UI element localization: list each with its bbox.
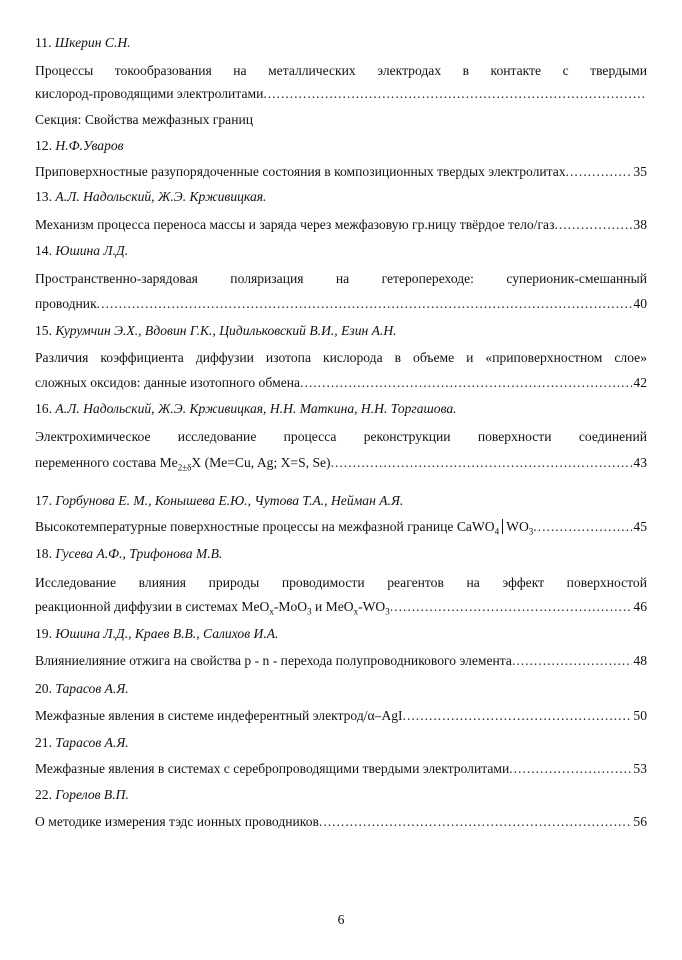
entry-author: А.Л. Надольский, Ж.Э. Крживицкая. [55,189,267,204]
page-number: 6 [337,912,345,927]
entry-22-author-line [35,786,647,804]
entry-20-author-line [35,680,647,698]
subscript: x [353,606,359,616]
entry-16-title-line-2 [35,454,647,472]
entry-19-author-line [35,625,647,643]
interface-bar [502,519,503,534]
leader-dots [566,163,633,181]
subscript: 3 [307,606,312,616]
page-ref: 42 [633,375,647,390]
entry-22-title-line [35,813,647,831]
entry-number: 11. [35,35,52,50]
entry-21-author-line [35,734,647,752]
subscript: 3 [385,606,390,616]
entry-number: 17. [35,493,52,508]
page-ref: 45 [633,519,647,534]
entry-12-author-line [35,137,647,155]
leader-dots [263,85,647,103]
entry-title: проводник [35,296,97,311]
entry-title: Приповерхностные разупорядоченные состояния в композиционных твердых электролитах [35,164,566,179]
entry-author: Юшина Л.Д., Краев В.В., Салихов И.А. [55,626,279,641]
subscript: 3 [528,526,534,536]
leader-dots [97,295,633,313]
entry-title [35,518,533,536]
entry-18-title-line-1: Исследование влияния природы проводимости реагентов на эффект поверхностой [35,575,647,590]
entry-title: Межфазные явления в системе индеферентный электрод/α–AgI [35,708,403,723]
page-ref: 43 [633,455,647,470]
subscript: x [269,606,274,616]
entry-13-author-line [35,188,647,206]
title-part: X (Me=Cu, Ag; X=S, Se) [191,455,331,470]
entry-author: Тарасов А.Я. [55,735,129,750]
entry-title: Влияниелияние отжига на свойства p - n - перехода полупроводникового элемента [35,653,512,668]
entry-author: Горелов В.П. [55,787,129,802]
entry-number: 12. [35,138,52,153]
page-ref: 56 [633,814,647,829]
entry-14-title-line-1: Пространственно-зарядовая поляризация на гетеропереходе: суперионик-смешанный [35,271,647,286]
entry-18-title-line-2 [35,598,647,616]
leader-dots [319,813,632,831]
entry-title: Механизм процесса переноса массы и заряда через межфазовую гр.ницу твёрдое тело/газ [35,217,555,232]
title-part: WO [506,519,529,534]
entry-15-title-line-1: Различия коэффициента диффузии изотопа кислорода в объеме и «приповерхностном слое» [35,350,647,365]
title-part: реакционной диффузии в системах MeO [35,599,270,614]
entry-author: Курумчин Э.Х., Вдовин Г.К., Цидильковский В.И., Езин А.Н. [55,323,397,338]
title-part: -WO [358,599,386,614]
entry-title: кислород-проводящими электролитами [35,86,264,101]
entry-11-title-line-1: Процессы токообразования на металлических электродах в контакте с твердыми [35,63,647,78]
page-ref: 46 [633,599,647,614]
entry-author: Н.Ф.Уваров [55,138,124,153]
section-heading: Секция: Свойства межфазных границ [35,112,254,127]
entry-20-title-line [35,707,647,725]
entry-author: А.Л. Надольский, Ж.Э. Крживицкая, Н.Н. Маткина, Н.Н. Торгашова. [55,401,457,416]
leader-dots [512,652,632,670]
entry-number: 21. [35,735,52,750]
title-part: и MeO [311,599,354,614]
entry-author: Юшина Л.Д. [55,243,129,258]
leader-dots [390,598,633,616]
entry-title [35,454,331,472]
entry-number: 20. [35,681,52,696]
entry-21-title-line [35,760,647,778]
entry-title: О методике измерения тэдс ионных проводников [35,814,319,829]
page-ref: 48 [633,653,647,668]
subscript: 4 [494,526,500,536]
page-ref: 40 [633,296,647,311]
title-part: переменного состава Me [35,455,178,470]
title-part: -MoO [273,599,308,614]
page-ref: 53 [633,761,647,776]
entry-15-title-line-2 [35,374,647,392]
entry-17-title-line [35,518,647,536]
entry-19-title-line [35,652,647,670]
entry-18-author-line [35,545,647,563]
entry-number: 22. [35,787,52,802]
title-part: Высокотемпературные поверхностные процессы на межфазной границе CaWO [35,519,495,534]
entry-14-author-line [35,242,647,260]
entry-12-title-line [35,163,647,181]
entry-title: сложных оксидов: данные изотопного обмена [35,375,301,390]
entry-title: Межфазные явления в системах с серебропроводящими твердыми электролитами [35,761,510,776]
leader-dots [403,707,633,725]
entry-title [35,598,390,616]
leader-dots [533,518,632,536]
entry-14-title-line-2 [35,295,647,313]
entry-number: 15. [35,323,52,338]
entry-number: 18. [35,546,52,561]
entry-author: Тарасов А.Я. [55,681,129,696]
entry-number: 19. [35,626,52,641]
page-ref: 38 [633,217,647,232]
entry-author: Шкерин С.Н. [54,35,131,50]
entry-11-title-line-2 [35,85,647,103]
leader-dots [300,374,632,392]
leader-dots [509,760,632,778]
entry-author: Горбунова Е. М., Конышева Е.Ю., Чутова Т.А., Нейман А.Я. [55,493,404,508]
entry-16-author-line [35,400,647,418]
entry-number: 13. [35,189,52,204]
entry-16-title-line-1: Электрохимическое исследование процесса реконструкции поверхности соединений [35,429,647,444]
entry-number: 16. [35,401,52,416]
entry-number: 14. [35,243,52,258]
page-ref: 35 [633,164,647,179]
subscript: 2±δ [177,462,192,472]
entry-11-author-line [35,34,647,52]
entry-13-title-line [35,216,647,234]
entry-17-author-line [35,492,647,510]
leader-dots [331,454,633,472]
entry-15-author-line [35,322,647,340]
leader-dots [554,216,632,234]
page-ref: 50 [633,708,647,723]
entry-author: Гусева А.Ф., Трифонова М.В. [55,546,223,561]
